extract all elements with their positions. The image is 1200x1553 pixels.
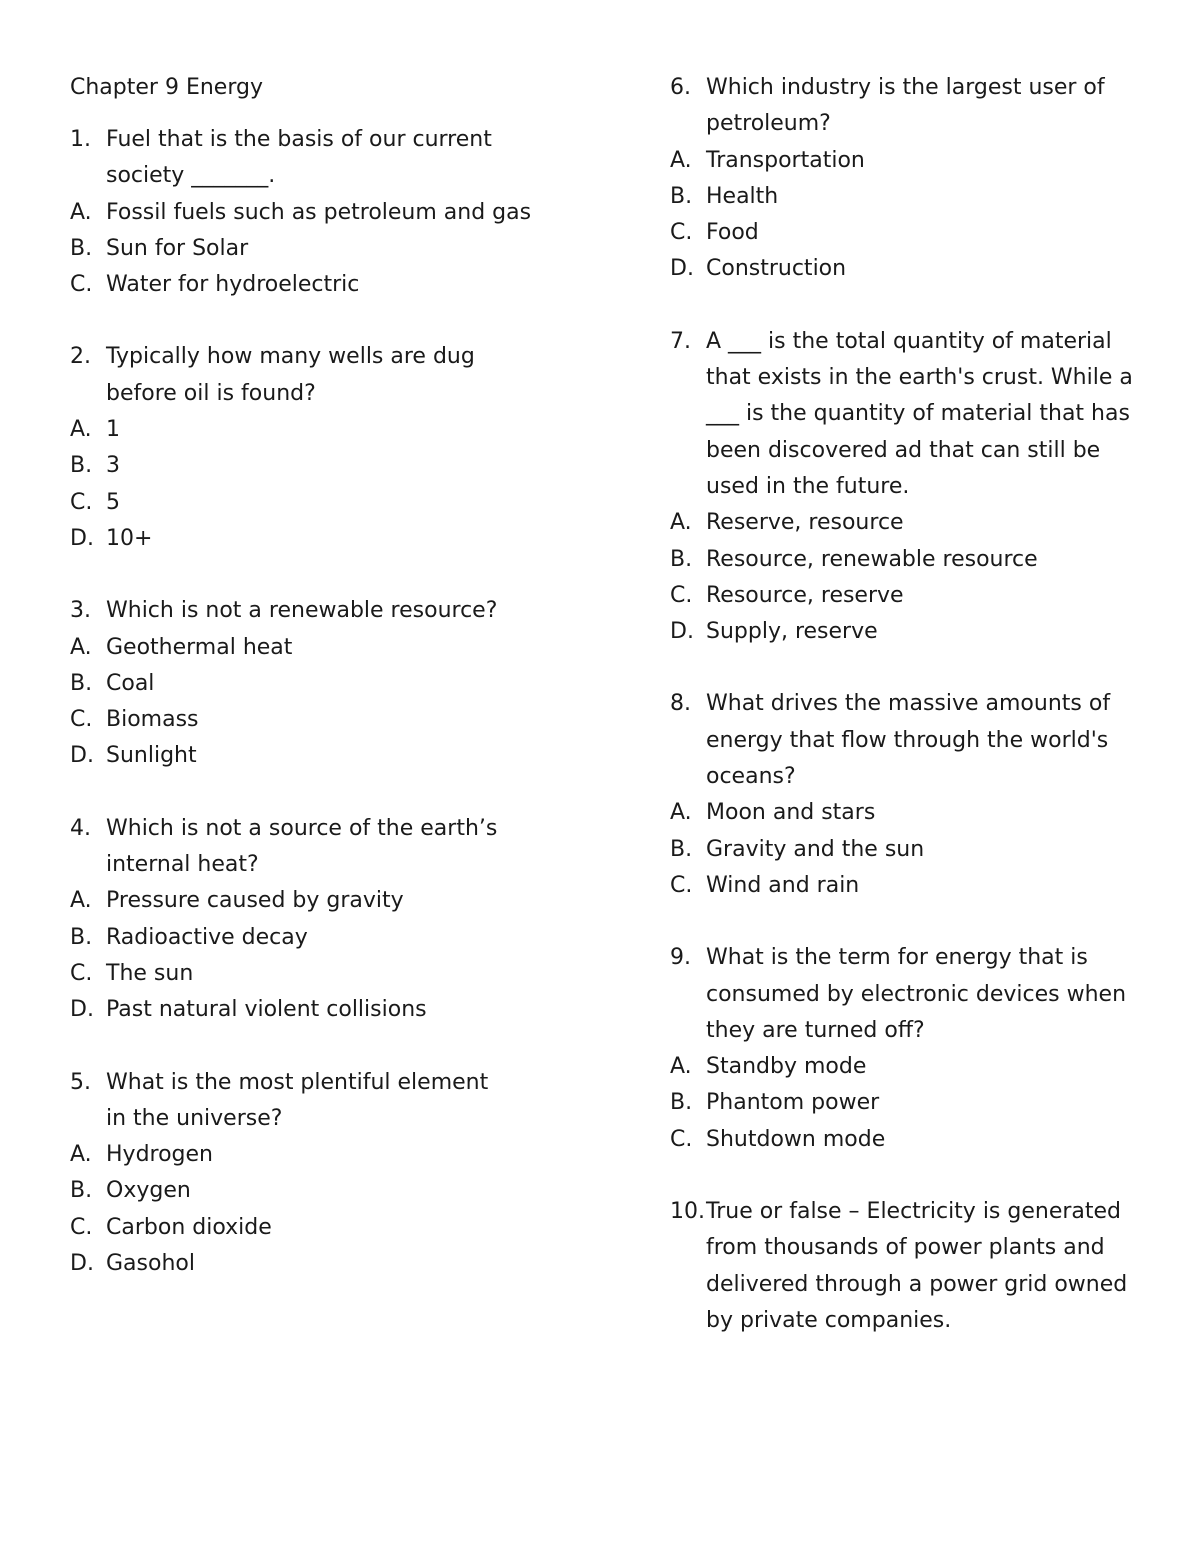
option-text: Wind and rain (706, 872, 860, 898)
question-row (70, 122, 590, 195)
document-title: Chapter 9 Energy (70, 75, 263, 100)
right-column (670, 70, 1140, 1375)
question-number: 2. (70, 344, 91, 370)
option-text: Standby mode (706, 1054, 867, 1080)
answer-option (70, 630, 590, 666)
option-text: Coal (106, 670, 155, 696)
option-letter: A. (70, 199, 92, 225)
option-letter: B. (70, 1178, 93, 1204)
option-text: 10+ (106, 525, 153, 551)
option-letter: A. (670, 800, 692, 826)
answer-option (670, 179, 1140, 215)
option-letter: A. (70, 417, 92, 443)
option-letter: B. (70, 235, 93, 261)
question-row (670, 324, 1140, 505)
question-text: Typically how many wells are dug before oil is found? (106, 344, 475, 406)
option-text: Carbon dioxide (106, 1214, 272, 1240)
option-text: 5 (106, 489, 120, 515)
question-row (670, 70, 1140, 143)
option-letter: C. (70, 960, 93, 986)
option-text: Fossil fuels such as petroleum and gas (106, 199, 532, 225)
option-text: Past natural violent collisions (106, 997, 427, 1023)
answer-option (70, 738, 590, 774)
option-letter: C. (670, 582, 693, 608)
question-number: 10. (670, 1199, 705, 1225)
option-letter: A. (670, 147, 692, 173)
question-number: 4. (70, 815, 91, 841)
question-number: 8. (670, 691, 691, 717)
option-text: Water for hydroelectric (106, 272, 360, 298)
option-letter: C. (70, 707, 93, 733)
answer-option (70, 231, 590, 267)
answer-option (70, 1246, 590, 1282)
option-text: Transportation (706, 147, 865, 173)
option-text: Sunlight (106, 743, 197, 769)
option-text: Geothermal heat (106, 634, 293, 660)
option-text: Oxygen (106, 1178, 191, 1204)
question-text: True or false – Electricity is generated from thousands of power plants and delivered through a power grid owned by private companies. (706, 1199, 1128, 1333)
question-6 (670, 70, 1140, 288)
answer-option (670, 215, 1140, 251)
option-letter: B. (70, 670, 93, 696)
question-7 (670, 324, 1140, 651)
question-row (670, 940, 1140, 1049)
question-9 (670, 940, 1140, 1158)
option-text: Biomass (106, 707, 199, 733)
question-1 (70, 122, 590, 303)
option-letter: A. (670, 510, 692, 536)
option-letter: B. (670, 836, 693, 862)
left-column (70, 70, 590, 1318)
answer-option (670, 542, 1140, 578)
question-5 (70, 1065, 590, 1283)
question-text: Which is not a source of the earth’s internal heat? (106, 815, 498, 878)
question-number: 1. (70, 127, 91, 152)
option-text: Supply, reserve (706, 619, 878, 645)
answer-option (70, 956, 590, 992)
question-4 (70, 811, 590, 1029)
answer-option (670, 505, 1140, 541)
option-letter: A. (70, 1142, 92, 1168)
option-letter: B. (70, 453, 93, 479)
question-number: 7. (670, 328, 691, 354)
question-8 (670, 686, 1140, 904)
option-letter: D. (70, 1251, 94, 1277)
option-letter: B. (670, 183, 693, 209)
answer-option (70, 448, 590, 484)
option-letter: C. (670, 872, 693, 898)
answer-option (70, 883, 590, 919)
question-row (70, 339, 590, 412)
option-text: The sun (106, 960, 194, 986)
answer-option (670, 868, 1140, 904)
option-text: Pressure caused by gravity (106, 888, 404, 914)
question-text: Which is not a renewable resource? (106, 598, 498, 624)
answer-option (70, 521, 590, 557)
option-text: 3 (106, 453, 120, 479)
answer-option (70, 1210, 590, 1246)
question-row (670, 1194, 1140, 1339)
question-row (70, 1065, 590, 1138)
option-letter: D. (70, 743, 94, 769)
answer-option (670, 1049, 1140, 1085)
answer-option (670, 143, 1140, 179)
answer-option (670, 1085, 1140, 1121)
question-text: A ___ is the total quantity of material that exists in the earth's crust. While a ___ is the quantity of material that has been discovered ad that can still be used in the future. (706, 328, 1133, 499)
answer-option (670, 832, 1140, 868)
question-10 (670, 1194, 1140, 1339)
option-letter: B. (670, 546, 693, 572)
question-text: Fuel that is the basis of our current society _______. (106, 127, 492, 189)
option-text: Resource, renewable resource (706, 546, 1038, 572)
answer-option (70, 412, 590, 448)
question-number: 5. (70, 1069, 91, 1095)
option-text: Shutdown mode (706, 1126, 886, 1152)
answer-option (670, 614, 1140, 650)
question-row (670, 686, 1140, 795)
answer-option (70, 702, 590, 738)
option-letter: D. (670, 619, 694, 645)
answer-option (70, 1173, 590, 1209)
answer-option (70, 195, 590, 231)
option-letter: C. (70, 272, 93, 298)
option-text: Construction (706, 256, 847, 282)
option-letter: D. (670, 256, 694, 282)
option-text: Hydrogen (106, 1142, 213, 1168)
option-letter: C. (670, 1126, 693, 1152)
option-text: Food (706, 220, 759, 246)
question-number: 6. (670, 75, 691, 100)
option-text: Health (706, 183, 779, 209)
option-text: Radioactive decay (106, 924, 308, 950)
question-row (70, 811, 590, 884)
question-number: 3. (70, 598, 91, 624)
option-text: Reserve, resource (706, 510, 904, 536)
option-text: Gasohol (106, 1251, 195, 1277)
answer-option (70, 920, 590, 956)
option-letter: A. (70, 888, 92, 914)
question-text: What drives the massive amounts of energy that flow through the world's oceans? (706, 691, 1111, 790)
option-letter: D. (70, 997, 94, 1023)
answer-option (670, 1122, 1140, 1158)
option-text: Resource, reserve (706, 582, 904, 608)
option-letter: B. (670, 1090, 693, 1116)
answer-option (70, 267, 590, 303)
option-letter: C. (670, 220, 693, 246)
question-text: What is the term for energy that is consumed by electronic devices when they are turned off? (706, 945, 1127, 1043)
question-text: Which industry is the largest user of petroleum? (706, 75, 1105, 137)
answer-option (70, 1137, 590, 1173)
option-text: Moon and stars (706, 800, 876, 826)
question-3 (70, 593, 590, 774)
option-letter: D. (70, 525, 94, 551)
question-number: 9. (670, 945, 691, 971)
question-text: What is the most plentiful element in the universe? (106, 1069, 489, 1131)
option-letter: A. (670, 1054, 692, 1080)
option-letter: C. (70, 1214, 93, 1240)
answer-option (670, 578, 1140, 614)
option-text: Sun for Solar (106, 235, 249, 261)
question-2 (70, 339, 590, 557)
option-text: 1 (106, 417, 120, 443)
question-row (70, 593, 590, 629)
option-text: Phantom power (706, 1090, 880, 1116)
option-letter: B. (70, 924, 93, 950)
answer-option (70, 992, 590, 1028)
option-text: Gravity and the sun (706, 836, 925, 862)
answer-option (670, 251, 1140, 287)
answer-option (70, 666, 590, 702)
option-letter: C. (70, 489, 93, 515)
answer-option (670, 795, 1140, 831)
option-letter: A. (70, 634, 92, 660)
answer-option (70, 485, 590, 521)
